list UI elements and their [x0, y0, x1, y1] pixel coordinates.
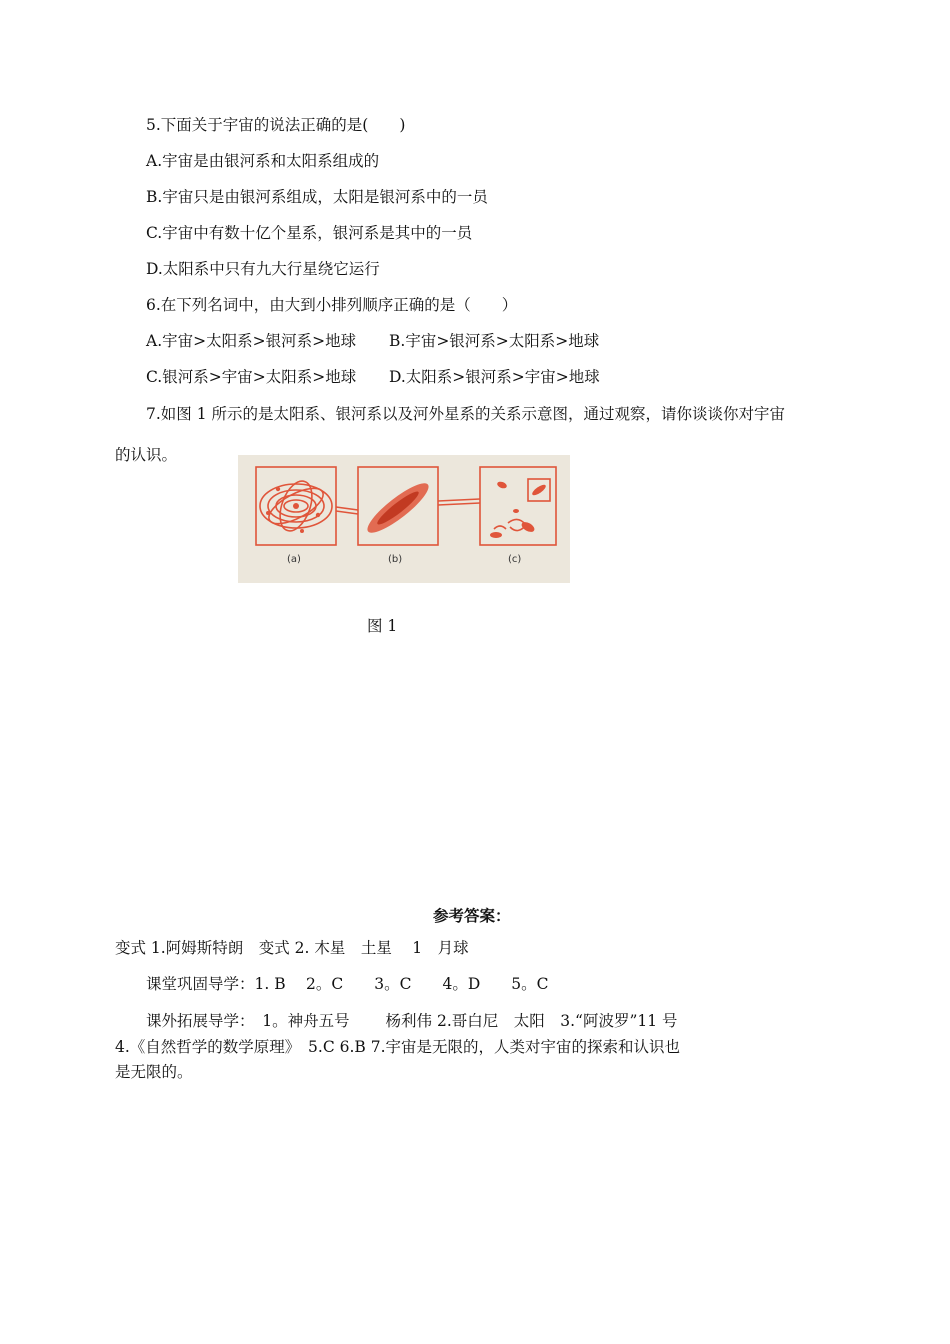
q5-option-d: D.太阳系中只有九大行星绕它运行	[146, 260, 380, 278]
q6-stem: 6.在下列名词中，由大到小排列顺序正确的是（ ）	[146, 296, 518, 314]
q5-option-c: C.宇宙中有数十亿个星系，银河系是其中的一员	[146, 224, 473, 242]
q6-option-b: B.宇宙>银河系>太阳系>地球	[389, 332, 600, 350]
panel-c-label: (c)	[508, 554, 522, 565]
panel-a-label: (a)	[287, 554, 301, 565]
figure-solar-galaxy-diagram	[238, 455, 570, 583]
q6-option-a: A.宇宙>太阳系>银河系>地球	[146, 332, 357, 350]
q5-stem: 5.下面关于宇宙的说法正确的是( )	[146, 116, 406, 134]
q5-option-b: B.宇宙只是由银河系组成，太阳是银河系中的一员	[146, 188, 488, 206]
q7-stem-line1: 7.如图 1 所示的是太阳系、银河系以及河外星系的关系示意图，通过观察，请你谈谈你对宇宙	[146, 405, 786, 423]
figure-svg	[238, 455, 570, 583]
figure-caption: 图 1	[367, 617, 398, 635]
answers-line-4: 4.《自然哲学的数学原理》 5.C 6.B 7.宇宙是无限的，人类对宇宙的探索和认识也	[115, 1038, 681, 1056]
sun-dot	[293, 503, 299, 509]
q7-stem-line2: 的认识。	[115, 446, 178, 464]
answers-line-5: 是无限的。	[115, 1063, 193, 1081]
answers-line-1: 变式 1.阿姆斯特朗 变式 2. 木星 土星 1 月球	[115, 939, 469, 957]
q5-option-a: A.宇宙是由银河系和太阳系组成的	[146, 152, 380, 170]
panel-b-label: (b)	[388, 554, 403, 565]
answers-line-2: 课堂巩固导学：1. B 2。C 3。C 4。D 5。C	[146, 975, 549, 993]
answers-title: 参考答案：	[433, 906, 511, 925]
q6-option-c: C.银河系>宇宙>太阳系>地球	[146, 368, 357, 386]
answers-line-3: 课外拓展导学： 1。神舟五号 杨利伟 2.哥白尼 太阳 3.“阿波罗”11 号	[146, 1012, 678, 1030]
q6-option-d: D.太阳系>银河系>宇宙>地球	[389, 368, 600, 386]
